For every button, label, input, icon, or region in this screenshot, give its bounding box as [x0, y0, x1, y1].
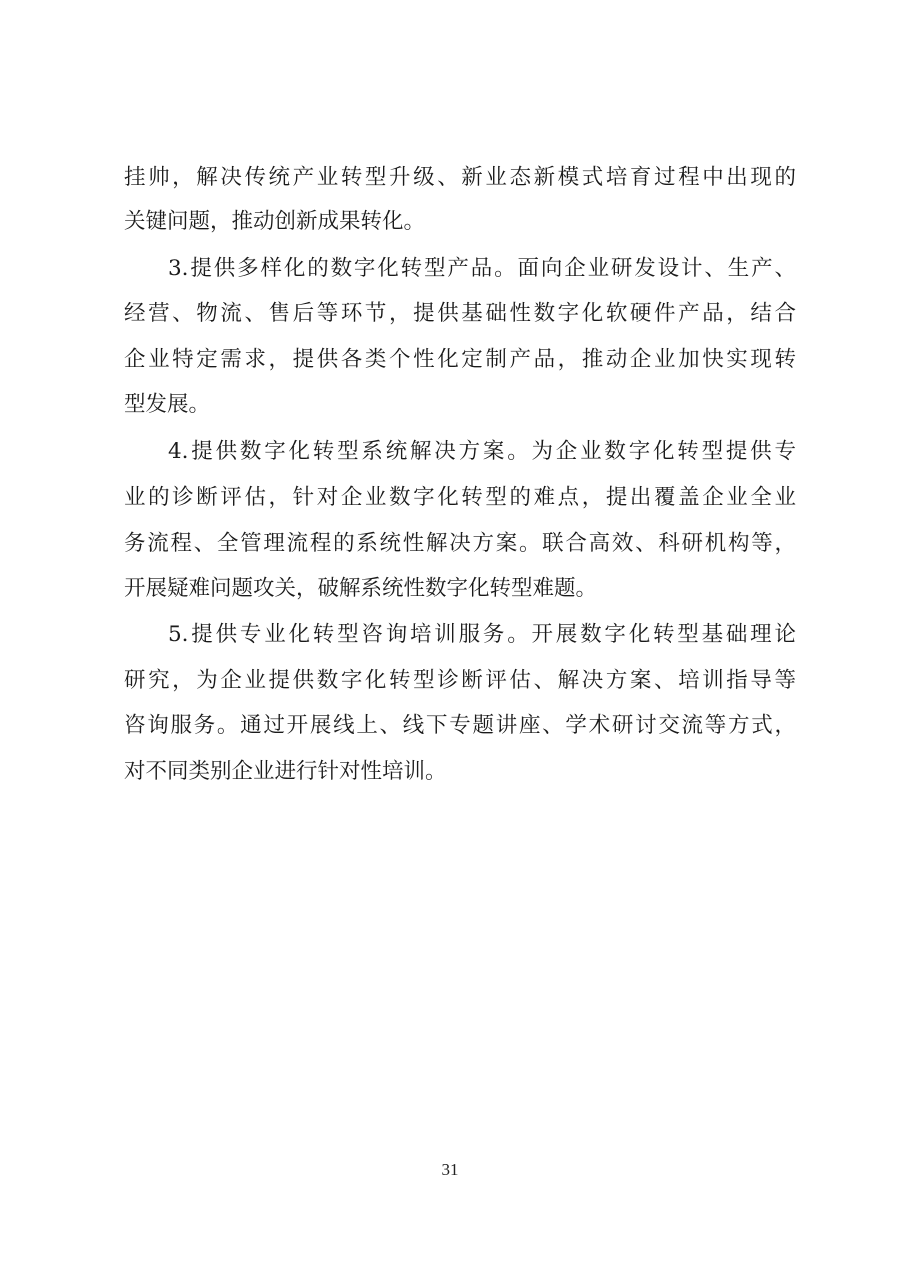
paragraph-3-line-3: 企业特定需求，提供各类个性化定制产品，推动企业加快实现转 [124, 347, 796, 372]
paragraph-4-line-2: 业的诊断评估，针对企业数字化转型的难点，提出覆盖企业全业 [124, 485, 796, 510]
paragraph-3-line-1: 3.提供多样化的数字化转型产品。面向企业研发设计、生产、 [168, 256, 796, 281]
paragraph-continuation-line-1: 挂帅，解决传统产业转型升级、新业态新模式培育过程中出现的 [124, 165, 796, 190]
paragraph-4-line-4: 开展疑难问题攻关，破解系统性数字化转型难题。 [124, 576, 598, 601]
paragraph-4-line-3: 务流程、全管理流程的系统性解决方案。联合高效、科研机构等， [124, 531, 796, 556]
paragraph-3-line-4: 型发展。 [124, 392, 211, 417]
paragraph-continuation-line-2: 关键问题，推动创新成果转化。 [124, 209, 426, 234]
paragraph-5-line-1: 5.提供专业化转型咨询培训服务。开展数字化转型基础理论 [168, 622, 796, 647]
paragraph-4-line-1: 4.提供数字化转型系统解决方案。为企业数字化转型提供专 [168, 439, 796, 464]
paragraph-5-line-4: 对不同类别企业进行针对性培训。 [124, 759, 447, 784]
page-number: 31 [441, 1160, 459, 1179]
paragraph-3-line-2: 经营、物流、售后等环节，提供基础性数字化软硬件产品，结合 [124, 301, 796, 326]
paragraph-5-line-3: 咨询服务。通过开展线上、线下专题讲座、学术研讨交流等方式， [124, 713, 796, 738]
paragraph-5-line-2: 研究，为企业提供数字化转型诊断评估、解决方案、培训指导等 [124, 668, 796, 693]
